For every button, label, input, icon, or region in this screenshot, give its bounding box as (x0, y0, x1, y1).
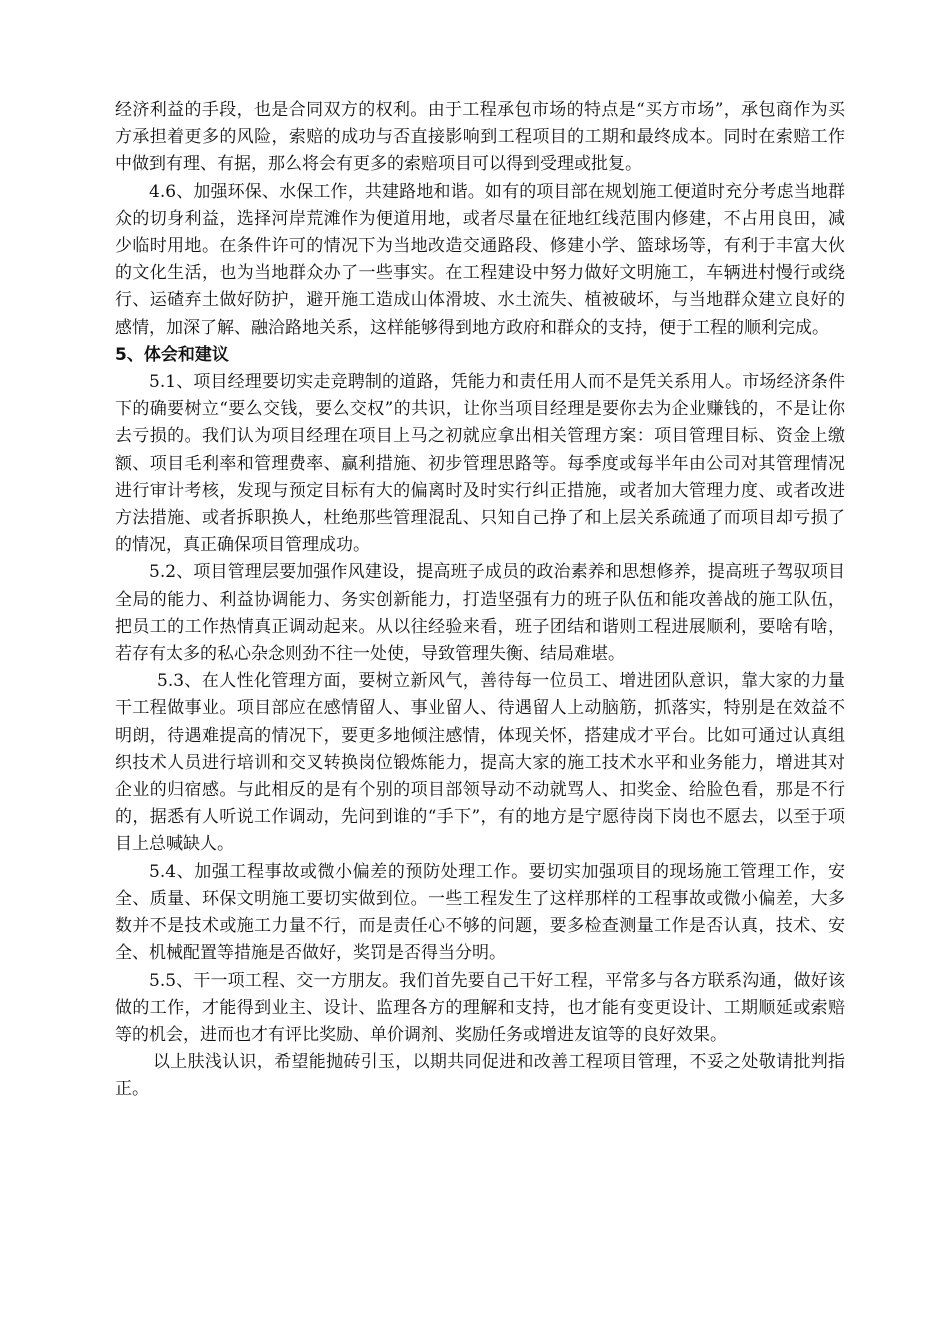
section-heading-5: 5、体会和建议 (115, 344, 229, 365)
paragraph-4-6: 4.6、加强环保、水保工作，共建路地和谐。如有的项目部在规划施工便道时充分考虑当地群众的切身利益，选择河岸荒滩作为便道用地，或者尽量在征地红线范围内修建，不占用良田，减少临时用地。在条件许可的情况下为当地改造交通路段、修建小学、篮球场等，有利于丰富大伙的文化生活，也为当地群众办了一些事实。在工程建设中努力做好文明施工，车辆进村慢行或绕行、运碴弃土做好防护，避开施工造成山体滑坡、水土流失、植被破坏，与当地群众建立良好的感情，加深了解、融洽路地关系，这样能够得到地方政府和群众的支持，便于工程的顺利完成。 (115, 181, 845, 338)
document-body (115, 97, 845, 1104)
paragraph-claims-continuation: 经济利益的手段，也是合同双方的权利。由于工程承包市场的特点是“买方市场”，承包商作为买方承担着更多的风险，索赔的成功与否直接影响到工程项目的工期和最终成本。同时在索赔工作中做到有理、有据，那么将会有更多的索赔项目可以得到受理或批复。 (115, 100, 845, 175)
paragraph-5-3: 5.3、在人性化管理方面，要树立新风气，善待每一位员工、增进团队意识，靠大家的力量干工程做事业。项目部应在感情留人、事业留人、待遇留人上动脑筋，抓落实，特别是在效益不明朗，待遇难提高的情况下，要更多地倾注感情，体现关怀，搭建成才平台。比如可通过认真组织技术人员进行培训和交叉转换岗位锻炼能力，提高大家的施工技术水平和业务能力，增进其对企业的归宿感。与此相反的是有个别的项目部领导动不动就骂人、扣奖金、给脸色看，那是不行的，据悉有人听说工作调动，先问到谁的“手下”，有的地方是宁愿待岗下岗也不愿去，以至于项目上总喊缺人。 (115, 671, 845, 855)
paragraph-closing: 以上肤浅认识，希望能抛砖引玉，以期共同促进和改善工程项目管理，不妥之处敬请批判指正。 (115, 1052, 845, 1100)
paragraph-5-4: 5.4、加强工程事故或微小偏差的预防处理工作。要切实加强项目的现场施工管理工作，安全、质量、环保文明施工要切实做到位。一些工程发生了这样那样的工程事故或微小偏差，大多数并不是技术或施工力量不行，而是责任心不够的问题，要多检查测量工作是否认真，技术、安全、机械配置等措施是否做好，奖罚是否得当分明。 (115, 861, 845, 964)
paragraph-5-2: 5.2、项目管理层要加强作风建设，提高班子成员的政治素养和思想修养，提高班子驾驭项目全局的能力、利益协调能力、务实创新能力，打造坚强有力的班子队伍和能攻善战的施工队伍，把员工的工作热情真正调动起来。从以往经验来看，班子团结和谐则工程进展顺利，要啥有啥，若存有太多的私心杂念则劲不往一处使，导致管理失衡、结局难堪。 (115, 562, 845, 665)
paragraph-5-1: 5.1、项目经理要切实走竞聘制的道路，凭能力和责任用人而不是凭关系用人。市场经济条件下的确要树立“要么交钱，要么交权”的共识，让你当项目经理是要你去为企业赚钱的，不是让你去亏损的。我们认为项目经理在项目上马之初就应拿出相关管理方案：项目管理目标、资金上缴额、项目毛利率和管理费率、赢利措施、初步管理思路等。每季度或每半年由公司对其管理情况进行审计考核，发现与预定目标有大的偏离时及时实行纠正措施，或者加大管理力度、或者改进方法措施、或者拆职换人，杜绝那些管理混乱、只知自己挣了和上层关系疏通了而项目却亏损了的情况，真正确保项目管理成功。 (115, 372, 845, 556)
paragraph-5-5: 5.5、干一项工程、交一方朋友。我们首先要自己干好工程，平常多与各方联系沟通，做好该做的工作，才能得到业主、设计、监理各方的理解和支持，也才能有变更设计、工期顺延或索赔等的机会，进而也才有评比奖励、单价调剂、奖励任务或增进友谊等的良好效果。 (115, 970, 845, 1045)
